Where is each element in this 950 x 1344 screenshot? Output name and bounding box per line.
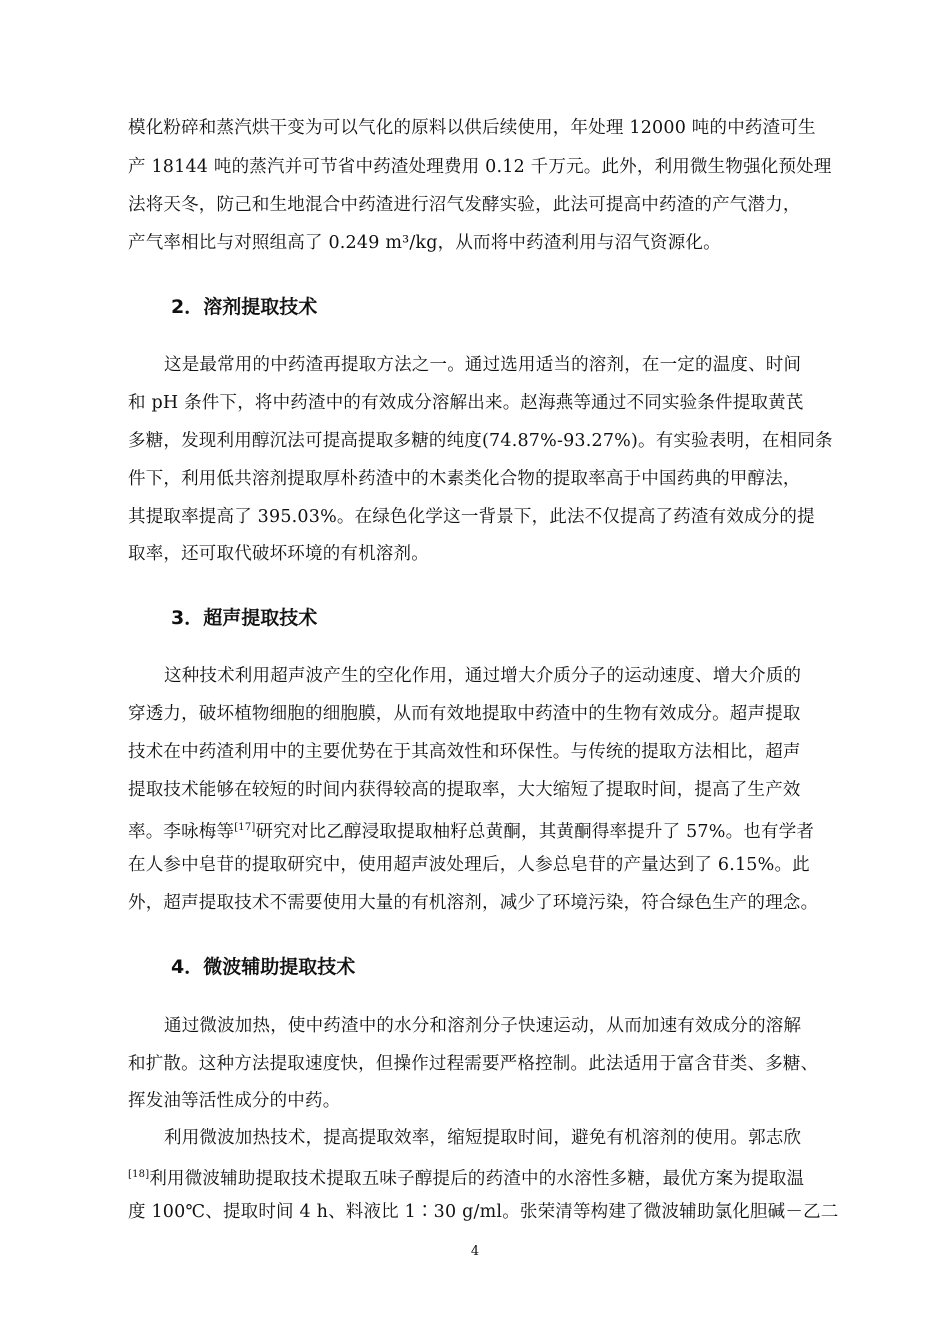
text-line: 法将天冬，防己和生地混合中药渣进行沼气发酵实验，此法可提高中药渣的产气潜力， — [128, 195, 801, 215]
text-line: 模化粉碎和蒸汽烘干变为可以气化的原料以供后续使用，年处理 12000 吨的中药渣可生 — [128, 118, 816, 138]
citation-marker: [18] — [128, 1169, 150, 1180]
section-heading-solvent: 2．溶剂提取技术 — [171, 296, 318, 318]
text-line: [18]利用微波辅助提取技术提取五味子醇提后的药渣中的水溶性多糖，最优方案为提取温 — [128, 1168, 805, 1189]
text-line: 和扩散。这种方法提取速度快，但操作过程需要严格控制。此法适用于富含苷类、多糖、 — [128, 1054, 819, 1074]
text-line: 多糖，发现利用醇沉法可提高提取多糖的纯度(74.87%-93.27%)。有实验表明，在相同条 — [128, 431, 833, 451]
text-line: 率。李咏梅等[17]研究对比乙醇浸取提取柚籽总黄酮，其黄酮得率提升了 57%。也有学者 — [128, 821, 815, 842]
text-line: 外，超声提取技术不需要使用大量的有机溶剂，减少了环境污染，符合绿色生产的理念。 — [128, 893, 819, 913]
text-line: 穿透力，破坏植物细胞的细胞膜，从而有效地提取中药渣中的生物有效成分。超声提取 — [128, 704, 801, 724]
text-line: 其提取率提高了 395.03%。在绿色化学这一背景下，此法不仅提高了药渣有效成分的提 — [128, 507, 815, 527]
text-line: 件下，利用低共溶剂提取厚朴药渣中的木素类化合物的提取率高于中国药典的甲醇法， — [128, 469, 801, 489]
text-line: 挥发油等活性成分的中药。 — [128, 1091, 341, 1111]
text-line: 通过微波加热，使中药渣中的水分和溶剂分子快速运动，从而加速有效成分的溶解 — [164, 1016, 802, 1036]
text-line: 这是最常用的中药渣再提取方法之一。通过选用适当的溶剂，在一定的温度、时间 — [164, 355, 802, 375]
text-line: 在人参中皂苷的提取研究中，使用超声波处理后，人参总皂苷的产量达到了 6.15%。此 — [128, 855, 810, 875]
text-line: 取率，还可取代破坏环境的有机溶剂。 — [128, 544, 429, 564]
section-heading-ultrasound: 3．超声提取技术 — [171, 607, 318, 629]
section-heading-microwave: 4．微波辅助提取技术 — [171, 956, 356, 978]
text-line: 产 18144 吨的蒸汽并可节省中药渣处理费用 0.12 千万元。此外，利用微生物强化预处理 — [128, 157, 832, 177]
text-line: 技术在中药渣利用中的主要优势在于其高效性和环保性。与传统的提取方法相比，超声 — [128, 742, 801, 762]
text-line: 产气率相比与对照组高了 0.249 m³/kg，从而将中药渣利用与沼气资源化。 — [128, 233, 721, 253]
text-line: 利用微波加热技术，提高提取效率，缩短提取时间，避免有机溶剂的使用。郭志欣 — [164, 1128, 802, 1148]
page-number: 4 — [470, 1244, 480, 1259]
text-line: 提取技术能够在较短的时间内获得较高的提取率，大大缩短了提取时间，提高了生产效 — [128, 780, 801, 800]
text-line: 度 100℃、提取时间 4 h、料液比 1∶30 g/ml。张荣清等构建了微波辅助氯化胆碱－乙二 — [128, 1202, 839, 1222]
text-line: 和 pH 条件下，将中药渣中的有效成分溶解出来。赵海燕等通过不同实验条件提取黄芪 — [128, 393, 804, 413]
citation-marker: [17] — [234, 822, 256, 833]
text-line: 这种技术利用超声波产生的空化作用，通过增大介质分子的运动速度、增大介质的 — [164, 666, 802, 686]
